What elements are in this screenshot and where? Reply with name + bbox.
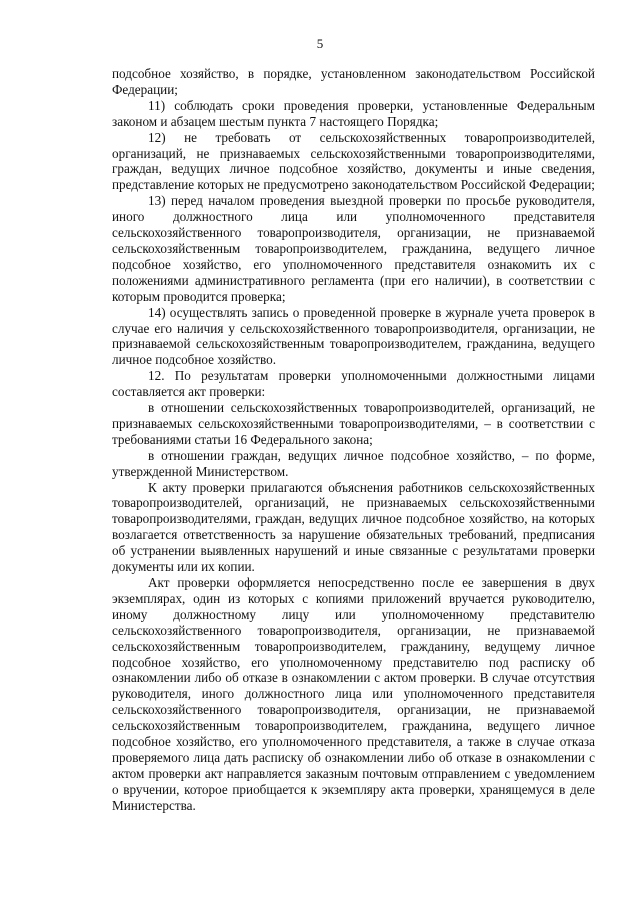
page-number: 5	[316, 36, 324, 51]
paragraph-item-11: 11) соблюдать сроки проведения проверки, установленные Федеральным законом и абзацем шестым пункта 7 настоящего Порядка;	[112, 97, 595, 129]
paragraph-attachments: К акту проверки прилагаются объяснения работников сельскохозяйственных товаропроизводителей, организаций, не признаваемых сельскохозяйственными товаропроизводителями, граждан, ведущих личное подсобное хозяйство, на которых возлагается ответственность за нарушение обязательных требований, предписания об устранении выявленных нарушений и иные связанные с результатами проверки документы или их копии.	[112, 479, 595, 575]
paragraph-item-13: 13) перед началом проведения выездной проверки по просьбе руководителя, иного должностного лица или уполномоченного представителя сельскохозяйственного товаропроизводителя, организации, не признаваемой сельскохозяйственным товаропроизводителем, гражданина, ведущего личное подсобное хозяйство, его уполномоченного представителя ознакомить их с положениями административного регламента (при его наличии), в соответствии с которым проводится проверка;	[112, 193, 595, 304]
paragraph-item-14: 14) осуществлять запись о проведенной проверке в журнале учета проверок в случае его наличия у сельскохозяйственного товаропроизводителя, организации, не признаваемой сельскохозяйственным товаропроизводителем, гражданина, ведущего личное подсобное хозяйство.	[112, 304, 595, 368]
paragraph-producers: в отношении сельскохозяйственных товаропроизводителей, организаций, не признаваемых сельскохозяйственными товаропроизводителями, – в соответствии с требованиями статьи 16 Федерального закона;	[112, 400, 595, 447]
body-text	[112, 66, 595, 814]
paragraph-clause-12: 12. По результатам проверки уполномоченными должностными лицами составляется акт проверки:	[112, 368, 595, 400]
paragraph-item-12: 12) не требовать от сельскохозяйственных товаропроизводителей, организаций, не признаваемых сельскохозяйственными товаропроизводителями, граждан, ведущих личное подсобное хозяйство, документы и иные сведения, представление которых не предусмотрено законодательством Российской Федерации;	[112, 129, 595, 193]
paragraph-citizens: в отношении граждан, ведущих личное подсобное хозяйство, – по форме, утвержденной Министерством.	[112, 447, 595, 479]
paragraph-continuation: подсобное хозяйство, в порядке, установленном законодательством Российской Федерации;	[112, 66, 595, 97]
paragraph-act-execution: Акт проверки оформляется непосредственно после ее завершения в двух экземплярах, один из которых с копиями приложений вручается руководителю, иному должностному лицу или уполномоченному представителю сельскохозяйственного товаропроизводителя, организации, не признаваемой сельскохозяйственным товаропроизводителем, гражданину, ведущему личное подсобное хозяйство, его уполномоченному представителю под расписку об ознакомлении либо об отказе в ознакомлении с актом проверки. В случае отсутствия руководителя, иного должностного лица или уполномоченного представителя сельскохозяйственного товаропроизводителя, организации, не признаваемой сельскохозяйственным товаропроизводителем, гражданина, ведущего личное подсобное хозяйство, его уполномоченного представителя, а также в случае отказа проверяемого лица дать расписку об ознакомлении либо об отказе в ознакомлении с актом проверки акт направляется заказным почтовым отправлением с уведомлением о вручении, которое приобщается к экземпляру акта проверки, хранящемуся в деле Министерства.	[112, 575, 595, 813]
